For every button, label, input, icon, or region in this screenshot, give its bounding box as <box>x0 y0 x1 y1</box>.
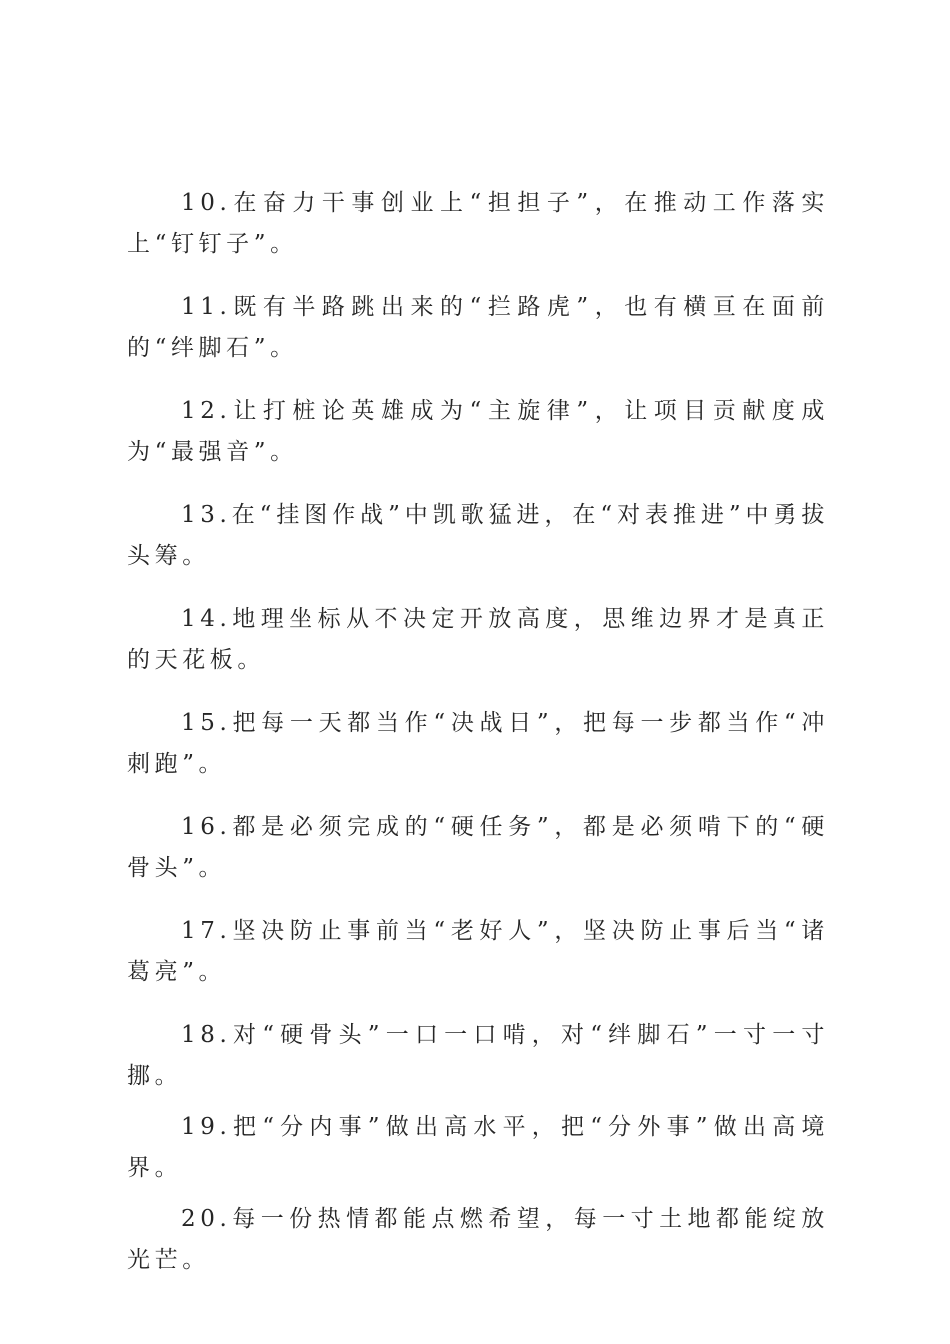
item-number: 19. <box>181 1114 232 1140</box>
item-text: 把每一天都当作“决战日”，把每一步都当作“冲刺跑”。 <box>127 710 829 777</box>
item-number: 18. <box>181 1022 232 1048</box>
list-item-11 <box>127 287 829 369</box>
item-text: 把“分内事”做出高水平，把“分外事”做出高境界。 <box>127 1114 829 1181</box>
list-item-16 <box>127 807 829 889</box>
list-item-10 <box>127 183 829 265</box>
list-item-14 <box>127 599 829 681</box>
item-text: 在奋力干事创业上“担担子”，在推动工作落实上“钉钉子”。 <box>127 190 829 257</box>
item-number: 14. <box>181 606 232 632</box>
item-number: 20. <box>181 1206 232 1232</box>
list-item-12 <box>127 391 829 473</box>
list-item-19 <box>127 1107 829 1189</box>
item-text: 在“挂图作战”中凯歌猛进，在“对表推进”中勇拔头筹。 <box>127 502 829 569</box>
item-number: 10. <box>181 190 232 216</box>
item-text: 每一份热情都能点燃希望，每一寸土地都能绽放光芒。 <box>127 1206 829 1273</box>
item-text: 坚决防止事前当“老好人”，坚决防止事后当“诸葛亮”。 <box>127 918 829 985</box>
item-text: 地理坐标从不决定开放高度，思维边界才是真正的天花板。 <box>127 606 829 673</box>
item-number: 13. <box>181 502 232 528</box>
item-text: 都是必须完成的“硬任务”，都是必须啃下的“硬骨头”。 <box>127 814 829 881</box>
list-item-18 <box>127 1015 829 1097</box>
list-item-13 <box>127 495 829 577</box>
item-text: 既有半路跳出来的“拦路虎”，也有横亘在面前的“绊脚石”。 <box>127 294 829 361</box>
item-number: 17. <box>181 918 232 944</box>
item-number: 11. <box>181 294 232 320</box>
list-item-20 <box>127 1199 829 1281</box>
item-text: 对“硬骨头”一口一口啃，对“绊脚石”一寸一寸挪。 <box>127 1022 829 1089</box>
item-text: 让打桩论英雄成为“主旋律”，让项目贡献度成为“最强音”。 <box>127 398 829 465</box>
item-number: 16. <box>181 814 232 840</box>
item-number: 15. <box>181 710 232 736</box>
list-item-15 <box>127 703 829 785</box>
document-body <box>127 183 829 1291</box>
list-item-17 <box>127 911 829 993</box>
item-number: 12. <box>181 398 232 424</box>
